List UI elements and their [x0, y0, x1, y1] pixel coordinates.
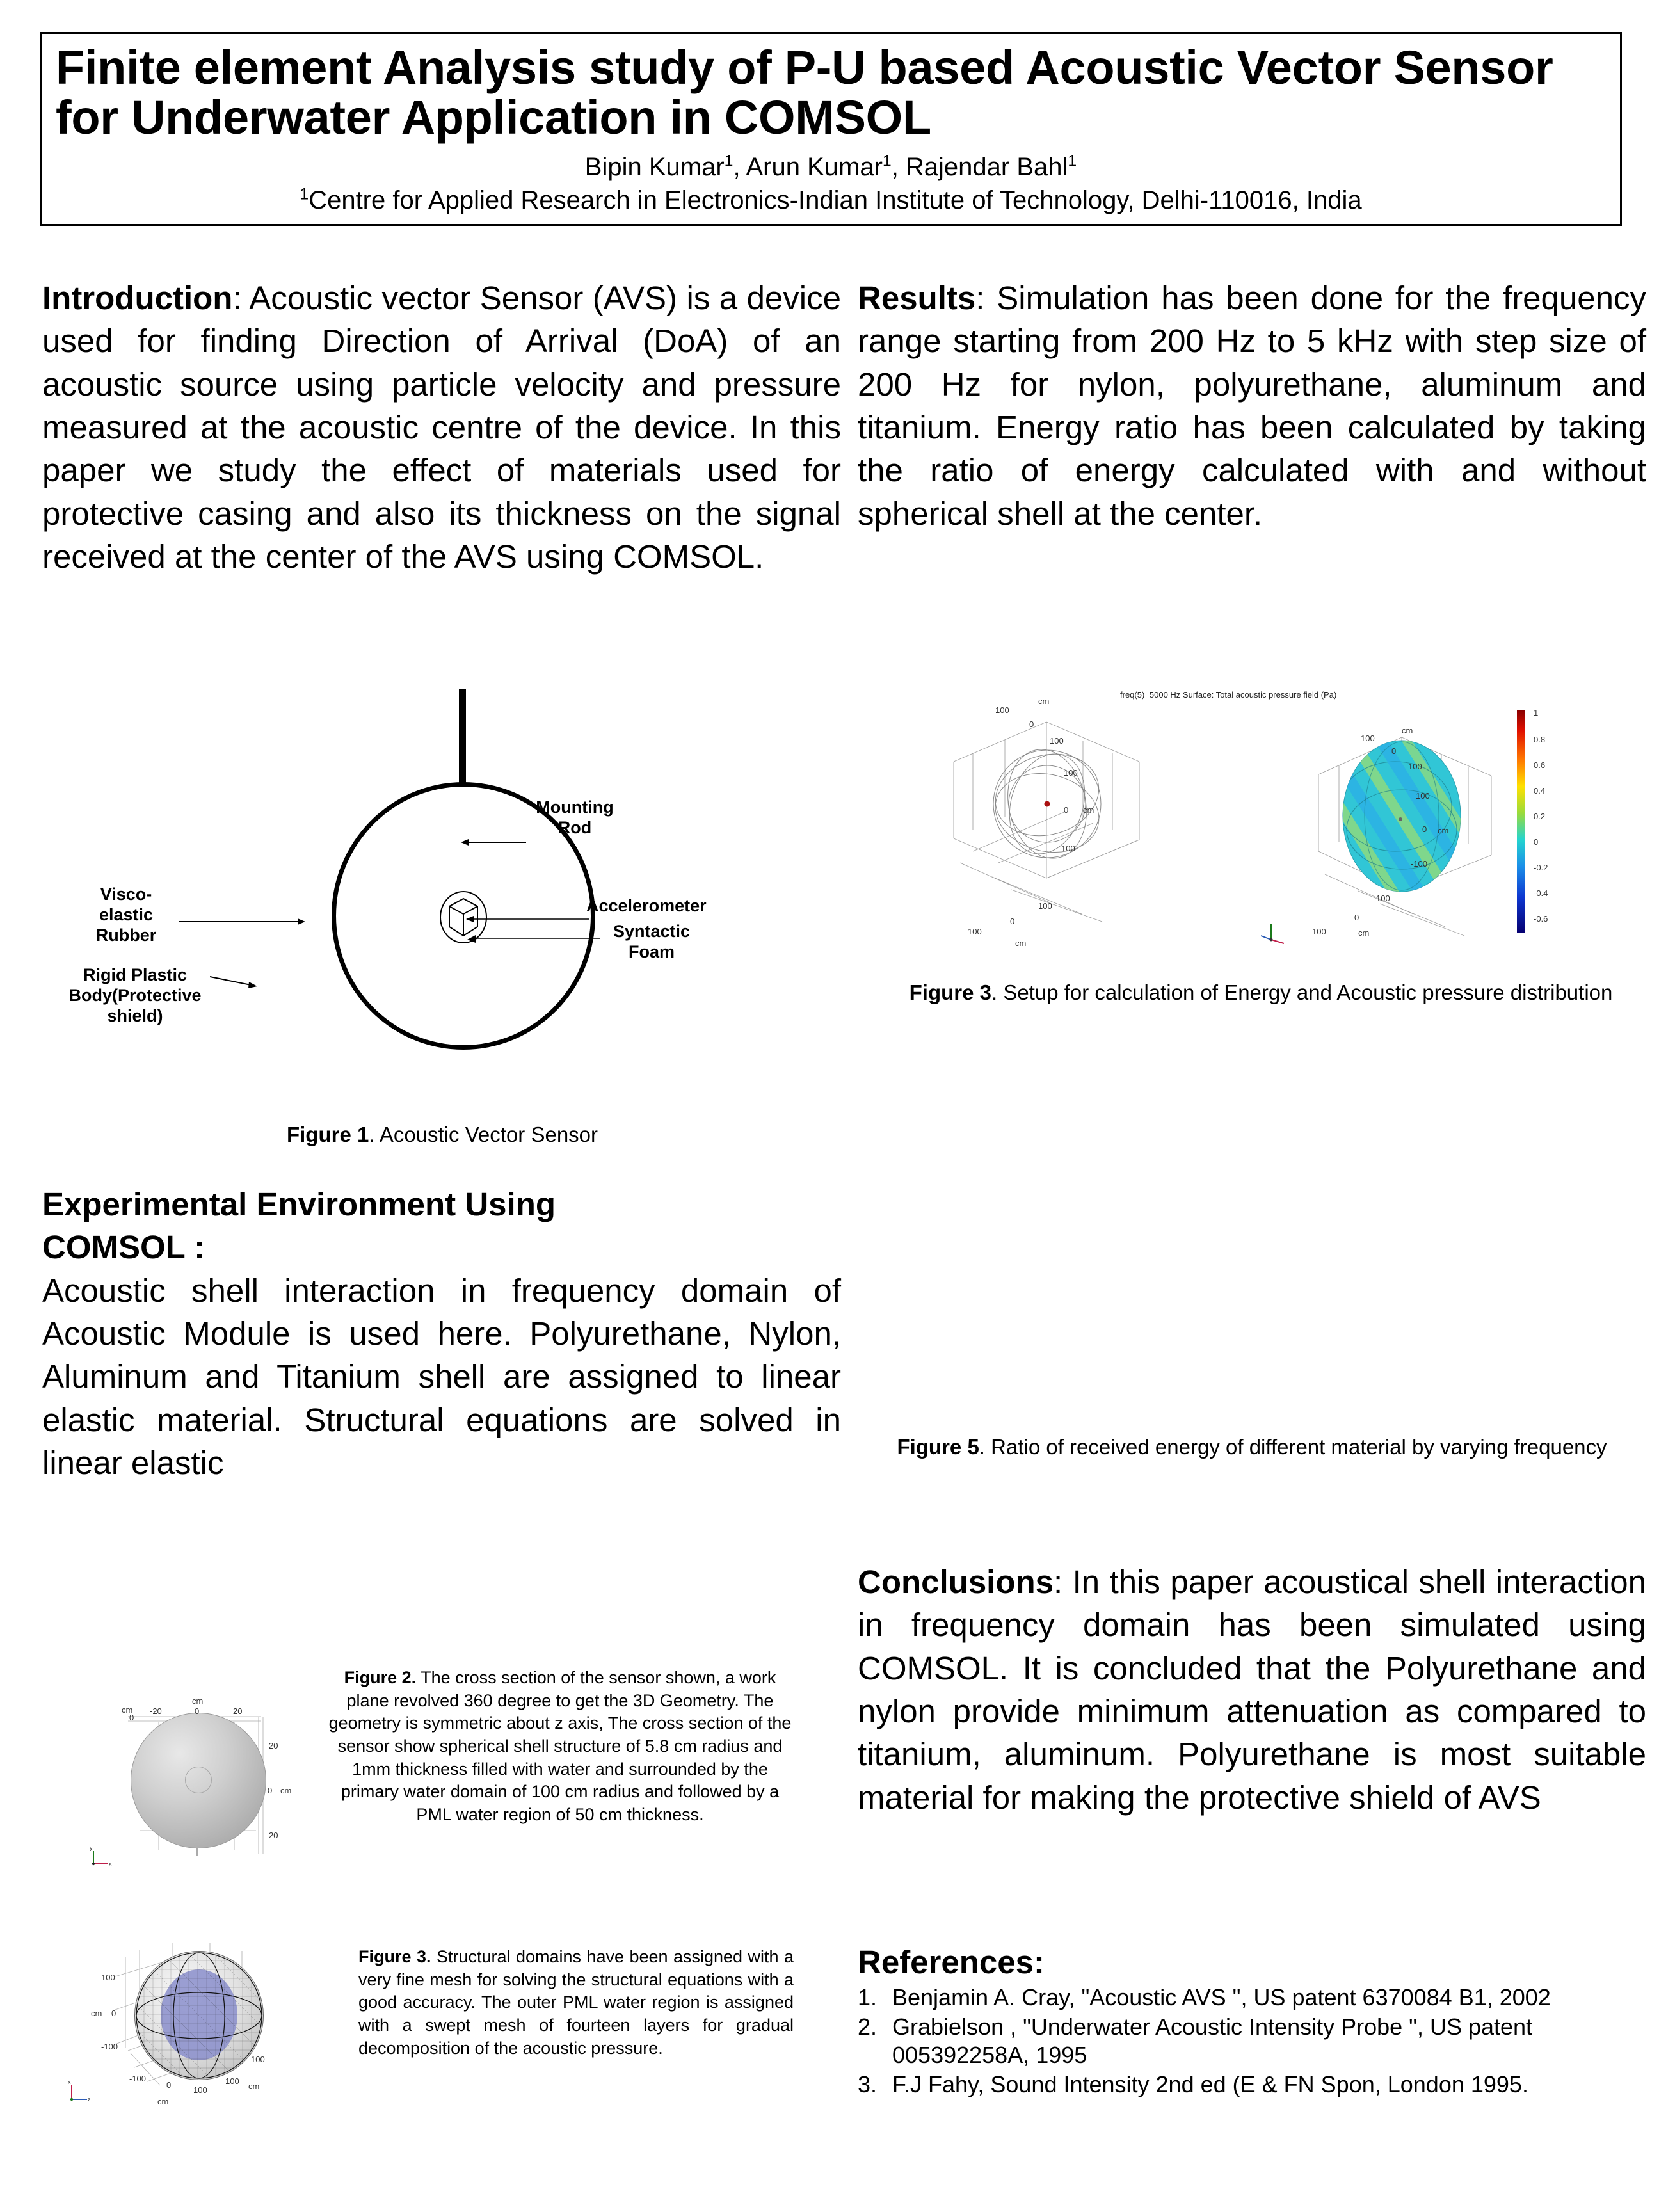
figure-2-triad-icon	[87, 1845, 113, 1870]
results-text: Simulation has been done for the frequency range starting from 200 Hz to 5 kHz with step size of 200 Hz for nylon, polyurethane, aluminum and titanium. Energy ratio has been calculated by taking the ratio of energy calculated with and without spherical shell at the center.	[858, 280, 1647, 532]
pressure-tick-100-a: 100	[1408, 762, 1422, 771]
figure-2-unit-top: cm	[192, 1696, 204, 1706]
results-section	[858, 276, 1646, 535]
syntactic-foam-arrow	[465, 931, 602, 946]
conclusions-paragraph	[858, 1560, 1646, 1819]
figure-2-tick-0-top: 0	[195, 1706, 200, 1716]
pressure-unit-mid: cm	[1438, 826, 1449, 835]
figure-2-caption-label: Figure 2.	[344, 1668, 417, 1687]
svg-text:y: y	[90, 1845, 93, 1851]
reference-number: 2.	[858, 2013, 878, 2040]
figure-2-tick-0-r: 0	[268, 1786, 273, 1795]
visco-elastic-rubber-label: Visco- elastic Rubber	[95, 885, 157, 945]
wireframe-tick-100-a: 100	[1050, 736, 1064, 746]
affiliation-marker: 1	[300, 186, 309, 204]
mounting-rod-shape	[459, 689, 466, 783]
pressure-tick-100-top: 100	[1361, 733, 1375, 743]
svg-text:x: x	[109, 1861, 112, 1867]
figure-1-caption-label: Figure 1	[286, 1123, 369, 1146]
colorbar-tick-0: 0	[1534, 837, 1539, 847]
accelerometer-arrow	[466, 914, 590, 924]
pressure-tick-100-d: 100	[1312, 927, 1326, 936]
figure-2-tick-neg20: -20	[150, 1706, 162, 1716]
introduction-heading: Introduction	[42, 280, 233, 316]
orientation-triad-icon	[1258, 917, 1290, 946]
syntactic-foam-label: Syntactic Foam	[613, 922, 691, 961]
wireframe-tick-100-c: 100	[1061, 844, 1075, 853]
figure-3-unit-right: cm	[248, 2081, 260, 2091]
figure-5-caption-text: . Ratio of received energy of different material by varying frequency	[979, 1435, 1607, 1459]
reference-text: Grabielson , "Underwater Acoustic Intensity Probe ", US patent 005392258A, 1995	[892, 2013, 1533, 2068]
mesh-wireframe	[135, 1952, 263, 2080]
pressure-unit-top: cm	[1402, 726, 1413, 735]
inner-sphere-outline	[185, 1767, 212, 1793]
conclusions-section	[858, 1560, 1646, 1819]
introduction-separator: :	[232, 280, 250, 316]
pressure-tick-neg100: -100	[1411, 859, 1428, 869]
figure-3-bottom-caption	[358, 1946, 794, 2060]
colorbar-tick-0p6: 0.6	[1534, 760, 1546, 770]
wireframe-tick-0-bot: 0	[1010, 917, 1015, 926]
references-heading: References:	[858, 1944, 1045, 1980]
author-3-affiliation-marker: 1	[1068, 152, 1077, 170]
wireframe-tick-0-top: 0	[1029, 719, 1034, 729]
reference-number: 3.	[858, 2071, 878, 2097]
figure-1-caption	[42, 1121, 842, 1149]
figure-3-tick-neg100-l: -100	[101, 2042, 118, 2051]
experimental-heading-line1: Experimental Environment Using	[42, 1186, 556, 1222]
figure-3-mesh-image	[64, 1925, 320, 2162]
visco-elastic-rubber-arrow	[179, 917, 307, 927]
figure-3-bottom-caption-label: Figure 3.	[358, 1947, 431, 1966]
wireframe-tick-100-e: 100	[968, 927, 982, 936]
reference-text: Benjamin A. Cray, "Acoustic AVS ", US patent 6370084 B1, 2002	[892, 1984, 1551, 2010]
figure-1-diagram	[42, 678, 842, 1120]
pressure-colorbar	[1517, 710, 1531, 934]
colorbar-tick-n0p2: -0.2	[1534, 863, 1548, 872]
reference-text: F.J Fahy, Sound Intensity 2nd ed (E & FN Spon, London 1995.	[892, 2071, 1528, 2097]
reference-item	[858, 2013, 1651, 2069]
figure-2-tick-20-top: 20	[233, 1706, 243, 1716]
wireframe-tick-0-mid: 0	[1064, 805, 1069, 815]
pressure-unit-bot: cm	[1358, 928, 1370, 938]
figure-2-caption-text: The cross section of the sensor shown, a work plane revolved 360 degree to get the 3D Geometry. The geometry is symmetric about z axis, The cross section of the sensor show spherical shell structure of 5.8 cm radius and 1mm thickness filled with water and surrounded by the primary water domain of 100 cm radius and followed by a PML water region of 50 cm thickness.	[328, 1668, 792, 1824]
author-1-affiliation-marker: 1	[724, 152, 733, 170]
experimental-heading-line2: COMSOL :	[42, 1229, 205, 1266]
figure-3-tick-100-left: 100	[101, 1973, 115, 1982]
introduction-paragraph	[42, 276, 841, 578]
mesh-sphere-shape	[134, 1951, 264, 2080]
rigid-plastic-body-label: Rigid Plastic Body(Protective shield)	[68, 965, 202, 1025]
author-2-affiliation-marker: 1	[882, 152, 892, 170]
mounting-rod-arrow	[461, 837, 527, 847]
figure-2-geometry-image	[69, 1658, 325, 1901]
conclusions-heading: Conclusions	[858, 1564, 1054, 1600]
svg-text:x: x	[68, 2079, 71, 2085]
reference-number: 1.	[858, 1984, 878, 2010]
figure-3-unit-left: cm	[91, 2008, 102, 2018]
figure-3-right-caption-text: . Setup for calculation of Energy and Acoustic pressure distribution	[991, 981, 1613, 1004]
author-2: , Arun Kumar	[733, 152, 883, 181]
affiliation-text: Centre for Applied Research in Electronics-Indian Institute of Technology, Delhi-110016, India	[309, 186, 1362, 214]
figure-3-tick-100-r2: 100	[251, 2055, 265, 2064]
wireframe-tick-100-d: 100	[1038, 901, 1052, 911]
colorbar-tick-0p4: 0.4	[1534, 786, 1546, 796]
pressure-tick-0-bot: 0	[1354, 913, 1359, 922]
author-3: , Rajendar Bahl	[891, 152, 1068, 181]
experimental-environment-section	[42, 1183, 841, 1484]
pressure-tick-0-top: 0	[1391, 746, 1397, 756]
results-separator: :	[975, 280, 997, 316]
figure-3-tick-0-bot: 0	[166, 2080, 172, 2090]
page-title: Finite element Analysis study of P-U based Acoustic Vector Sensor for Underwater Application in COMSOL	[56, 41, 1553, 145]
wireframe-unit-bot: cm	[1015, 938, 1027, 948]
figure-3-tick-neg100-b: -100	[129, 2074, 147, 2083]
figure-2-unit-left: cm	[122, 1705, 133, 1715]
figure-3-unit-bottom: cm	[157, 2097, 169, 2106]
figure-3-right-caption	[890, 979, 1632, 1007]
svg-text:z: z	[88, 2096, 91, 2103]
comsol-plot-title: freq(5)=5000 Hz Surface: Total acoustic pressure field (Pa)	[1120, 690, 1337, 700]
figure-5-caption-label: Figure 5	[897, 1435, 979, 1459]
figure-5-caption	[858, 1434, 1646, 1461]
figure-3-right-caption-label: Figure 3	[909, 981, 991, 1004]
pressure-tick-100-b: 100	[1416, 791, 1430, 801]
colorbar-tick-n0p6: -0.6	[1534, 914, 1548, 924]
wireframe-tick-100-top: 100	[995, 705, 1009, 715]
introduction-text: Acoustic vector Sensor (AVS) is a device used for finding Direction of Arrival (DoA) of an acoustic source using particle velocity and pressure measured at the acoustic centre of the device. In this paper we study the effect of materials used for protective casing and also its thickness on the signal received at the center of the AVS using COMSOL.	[42, 280, 841, 575]
figure-3-tick-0-left: 0	[111, 2008, 116, 2018]
colorbar-tick-n0p4: -0.4	[1534, 888, 1548, 898]
conclusions-text: In this paper acoustical shell interaction in frequency domain has been simulated using COMSOL. It is concluded that the Polyurethane and nylon provide minimum attenuation as compared to titanium, aluminum. Polyurethane is most suitable material for making the protective shield of AVS	[858, 1564, 1646, 1816]
figure-1-caption-text: . Acoustic Vector Sensor	[369, 1123, 598, 1146]
references-section	[858, 1943, 1651, 2100]
figure-2-tick-0-left: 0	[129, 1713, 134, 1722]
results-paragraph	[858, 276, 1646, 535]
poster-header	[40, 32, 1622, 226]
figure-3-bottom-caption-text: Structural domains have been assigned with a very fine mesh for solving the structural equations with a good accuracy. The outer PML water region is assigned with a swept mesh of fourteen layers for gradual decomposition of the acoustic pressure.	[358, 1947, 794, 2058]
accelerometer-label: Accelerometer	[586, 896, 707, 915]
figure-2-tick-20-r2: 20	[269, 1831, 278, 1840]
colorbar-tick-0p8: 0.8	[1534, 735, 1546, 744]
wireframe-unit-top: cm	[1038, 696, 1050, 706]
source-point	[1045, 801, 1050, 807]
comsol-wireframe-plot	[934, 691, 1216, 947]
pressure-tick-100-c: 100	[1376, 894, 1390, 903]
mounting-rod-label: Mounting Rod	[536, 797, 614, 837]
rigid-plastic-body-arrow	[210, 974, 261, 990]
results-heading: Results	[858, 280, 976, 316]
colorbar-tick-1: 1	[1534, 708, 1539, 717]
wireframe-unit-mid: cm	[1083, 805, 1094, 815]
figure-2-unit-right: cm	[280, 1786, 292, 1795]
experimental-text: Acoustic shell interaction in frequency domain of Acoustic Module is used here. Polyurethane, Nylon, Aluminum and Titanium shell are assigned to linear elastic material. Structural equations are solved in linear elastic	[42, 1272, 841, 1481]
figure-3-comsol-setup	[928, 672, 1646, 954]
pressure-tick-0-mid: 0	[1422, 824, 1427, 834]
introduction-section	[42, 276, 841, 578]
conclusions-separator: :	[1054, 1564, 1073, 1600]
figure-3-tick-100-r1: 100	[225, 2076, 239, 2086]
colorbar-tick-0p2: 0.2	[1534, 812, 1546, 821]
figure-3-triad-icon	[65, 2079, 92, 2107]
figure-2-tick-20-r1: 20	[269, 1741, 278, 1751]
reference-item	[858, 2071, 1651, 2099]
wireframe-tick-100-b: 100	[1064, 768, 1078, 778]
affiliation	[56, 186, 1606, 215]
author-1: Bipin Kumar	[584, 152, 725, 181]
author-list	[56, 152, 1606, 182]
figure-3-tick-100-bot: 100	[193, 2085, 207, 2095]
figure-2-caption	[326, 1667, 794, 1826]
reference-item	[858, 1984, 1651, 2012]
